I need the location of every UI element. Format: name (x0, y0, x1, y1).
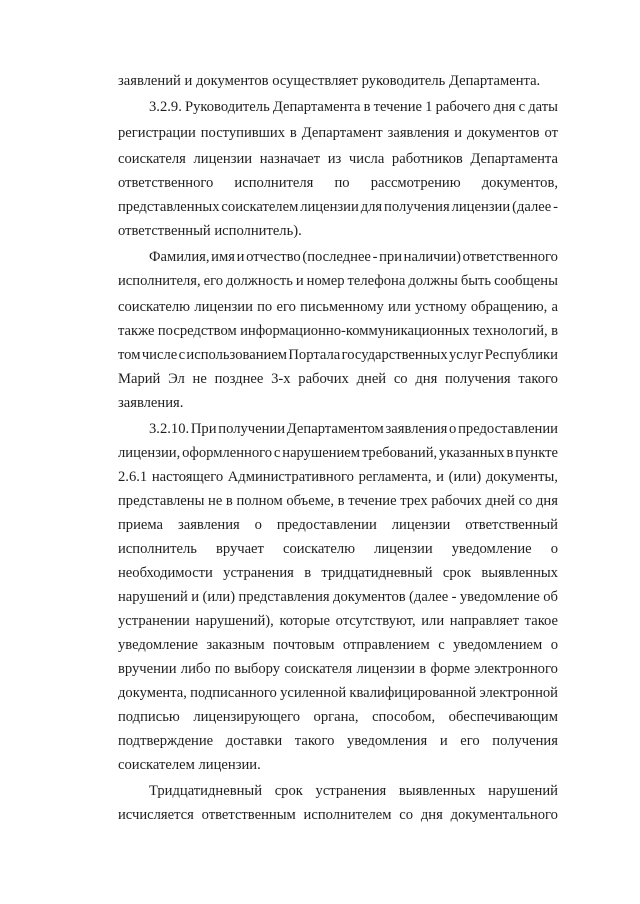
word: заявления (385, 421, 448, 437)
word: либо (180, 661, 211, 677)
text-line-14: заявления. (118, 395, 184, 411)
text-line-20 (118, 540, 558, 558)
word: уведомления (347, 733, 428, 749)
word: тридцатидневный (321, 565, 433, 581)
word: объеме, (286, 493, 335, 509)
word: документов (466, 125, 540, 141)
word: не (208, 493, 223, 509)
word: подписью (118, 709, 180, 725)
word: выбору (234, 661, 281, 677)
word: использованием (186, 347, 288, 363)
word: лицензии (193, 151, 253, 167)
word: соискателя (118, 151, 186, 167)
word: уведомление (118, 637, 198, 653)
word: получении (218, 421, 286, 437)
word: пункте (515, 445, 558, 461)
word: в (551, 323, 558, 339)
word: а (551, 299, 558, 315)
word: уведомление (451, 541, 532, 557)
word: его (203, 273, 223, 289)
word: (или) (448, 469, 482, 485)
word: выявленных (398, 783, 476, 799)
text-line-9 (118, 272, 558, 290)
text-line-12 (118, 346, 558, 364)
text-line-6 (118, 198, 558, 216)
word: уведомление (459, 589, 540, 605)
word: нарушением (282, 445, 361, 461)
word: 3.2.9. (149, 99, 182, 115)
text-line-11 (118, 322, 558, 340)
word: Департаментом (286, 421, 384, 437)
word: в (419, 661, 427, 677)
word: выявленных (481, 565, 558, 581)
word: или (387, 299, 411, 315)
word: из (327, 151, 342, 167)
word: уведомлением (453, 637, 543, 653)
word: лицензирующего (193, 709, 301, 725)
word: со (518, 493, 533, 509)
word: должность (225, 273, 293, 289)
word: его (276, 299, 296, 315)
word: предоставлении (458, 421, 558, 437)
word: лицензии (374, 541, 433, 557)
word: (далее (409, 589, 449, 605)
text-line-28 (118, 732, 558, 750)
word: рассмотрению (370, 175, 461, 191)
word: документы, (485, 469, 558, 485)
word: и (295, 273, 304, 289)
word: 3-х (271, 371, 291, 387)
word: рабочих (431, 493, 482, 509)
word: в (304, 565, 312, 581)
word: регламента, (358, 469, 432, 485)
word: документа, (118, 685, 187, 701)
text-line-19 (118, 516, 558, 534)
word: с (178, 347, 186, 363)
word: ответственного (462, 249, 558, 265)
word: с (518, 99, 526, 115)
word: дня (493, 99, 516, 115)
word: - (372, 249, 378, 265)
word: работников (391, 151, 463, 167)
word: и (454, 125, 463, 141)
word: усиленной (280, 685, 347, 701)
word: электронной (479, 685, 558, 701)
word: рабочего (435, 99, 491, 115)
word: Фамилия, (149, 249, 210, 265)
word: 2.6.1 (118, 469, 148, 485)
word: требований, (361, 445, 438, 461)
word: быть (460, 273, 492, 289)
word: соискателю (282, 541, 356, 557)
word: устному (415, 299, 467, 315)
word: со (399, 807, 414, 823)
word: обращению, (470, 299, 548, 315)
word: заявления (177, 517, 240, 533)
text-line-30 (149, 782, 558, 800)
word: ответственным (201, 807, 296, 823)
word: исполнитель (118, 541, 197, 557)
word: позднее (214, 371, 264, 387)
word: должны (408, 273, 458, 289)
word: Департамента (272, 99, 361, 115)
text-line-27 (118, 708, 558, 726)
word: сообщены (494, 273, 558, 289)
word: заказным (206, 637, 265, 653)
text-line-18 (118, 492, 558, 510)
text-line-24 (118, 636, 558, 654)
text-line-5 (118, 174, 558, 192)
word: Республики (484, 347, 558, 363)
word: посредством (157, 323, 237, 339)
word: устранения (223, 565, 294, 581)
word: срок (274, 783, 303, 799)
word: Эл (168, 371, 185, 387)
word: наличии) (403, 249, 461, 265)
word: Марий (118, 371, 161, 387)
word: такое (524, 613, 558, 629)
word: (последнее (302, 249, 371, 265)
text-line-2 (149, 98, 558, 116)
word: в (337, 493, 345, 509)
word: форме (430, 661, 470, 677)
word: или (421, 613, 445, 629)
text-line-15 (149, 420, 558, 438)
word: лицензии (451, 199, 511, 215)
word: устранения (315, 783, 387, 799)
word: 3.2.10. (149, 421, 190, 437)
word: такого (518, 371, 558, 387)
text-line-8 (149, 248, 558, 266)
word: письменному (300, 299, 384, 315)
word: информационно-коммуникационных (240, 323, 470, 339)
word: приема (118, 517, 164, 533)
word: ответственного (118, 175, 214, 191)
word: соискателем (221, 199, 299, 215)
word: предоставлении (276, 517, 377, 533)
word: номер (306, 273, 345, 289)
word: документального (450, 807, 558, 823)
word: направляет (449, 613, 520, 629)
word: в (506, 445, 514, 461)
word: получения (445, 371, 511, 387)
word: устранении (118, 613, 190, 629)
word: в (363, 99, 371, 115)
word: исполнителем (303, 807, 392, 823)
word: представления (238, 589, 330, 605)
word: имя (211, 249, 235, 265)
word: 1 (425, 99, 433, 115)
text-line-25 (118, 660, 558, 678)
word: и (191, 589, 200, 605)
text-line-7: ответственный исполнитель). (118, 223, 302, 239)
word: числа (348, 151, 385, 167)
word: ответственный (465, 517, 558, 533)
word: исполнителя, (118, 273, 201, 289)
word: нарушений (488, 783, 558, 799)
text-line-17 (118, 468, 558, 486)
word: в (289, 125, 297, 141)
word: отчество (246, 249, 301, 265)
word: вручении (118, 661, 177, 677)
word: органа, (313, 709, 359, 725)
word: квалифицированной (349, 685, 477, 701)
word: о (550, 541, 558, 557)
text-line-29: соискателем лицензии. (118, 757, 261, 773)
word: о (449, 421, 457, 437)
word: оформленного (182, 445, 273, 461)
word: получения (492, 733, 558, 749)
word: Департамент (301, 125, 383, 141)
word: нарушений (118, 589, 188, 605)
word: услуг (449, 347, 484, 363)
word: дня (415, 371, 438, 387)
text-line-10 (118, 298, 558, 316)
word: Портала (288, 347, 341, 363)
word: нарушений), (195, 613, 274, 629)
word: подписанного (190, 685, 277, 701)
word: не (192, 371, 207, 387)
word: том (118, 347, 141, 363)
word: способом, (372, 709, 436, 725)
text-line-16 (118, 444, 558, 462)
word: и (236, 249, 245, 265)
word: даты (528, 99, 558, 115)
word: об (543, 589, 558, 605)
word: вручает (215, 541, 264, 557)
text-line-26 (118, 684, 558, 702)
word: дней (356, 371, 387, 387)
word: технологий, (472, 323, 548, 339)
word: указанных (439, 445, 505, 461)
word: Руководитель (184, 99, 270, 115)
word: отсутствуют, (335, 613, 416, 629)
word: его (460, 733, 480, 749)
word: по (257, 299, 273, 315)
word: при (379, 249, 403, 265)
word: лицензии (391, 517, 451, 533)
word: полном (236, 493, 283, 509)
word: дня (535, 493, 558, 509)
word: срок (442, 565, 472, 581)
word: почтовым (273, 637, 335, 653)
word: представленных (118, 199, 220, 215)
word: регистрации (118, 125, 196, 141)
text-line-21 (118, 564, 558, 582)
word: настоящего (151, 469, 224, 485)
word: необходимости (118, 565, 213, 581)
word: в (225, 493, 233, 509)
text-line-23 (118, 612, 558, 630)
word: лицензии (356, 661, 416, 677)
word: по (334, 175, 350, 191)
word: (или) (202, 589, 236, 605)
word: с (438, 637, 445, 653)
word: назначает (259, 151, 321, 167)
text-line-1: заявлений и документов осуществляет руководитель Департамента. (118, 73, 541, 89)
word: соискателя (284, 661, 353, 677)
text-line-22 (118, 588, 558, 606)
word: дня (420, 807, 443, 823)
word: и (436, 469, 444, 485)
word: по (214, 661, 230, 677)
text-line-3 (118, 124, 558, 142)
word: течение (348, 493, 397, 509)
word: лицензии (194, 299, 253, 315)
word: соискателю (118, 299, 191, 315)
word: рабочих (298, 371, 349, 387)
word: для (360, 199, 383, 215)
word: также (118, 323, 155, 339)
word: трех (400, 493, 428, 509)
word: (далее (512, 199, 552, 215)
word: лицензии (300, 199, 359, 215)
word: со (393, 371, 408, 387)
word: электронного (474, 661, 558, 677)
word: которые (279, 613, 330, 629)
word: подтверждение (118, 733, 214, 749)
word: течение (373, 99, 423, 115)
word: исчисляется (118, 807, 194, 823)
text-line-13 (118, 370, 558, 388)
word: поступивших (200, 125, 286, 141)
word: телефона (347, 273, 406, 289)
word: - (451, 589, 457, 605)
word: отправлением (342, 637, 430, 653)
word: о (550, 637, 558, 653)
text-line-31 (118, 806, 558, 824)
word: Тридцатидневный (149, 783, 263, 799)
word: Административного (227, 469, 354, 485)
word: документов (333, 589, 406, 605)
word: и (439, 733, 448, 749)
word: исполнителя (234, 175, 314, 191)
word: дней (485, 493, 515, 509)
text-line-4 (118, 150, 558, 168)
word: о (254, 517, 262, 533)
word: с (273, 445, 281, 461)
word: представлены (118, 493, 205, 509)
word: от (544, 125, 558, 141)
word: заявления (387, 125, 450, 141)
word: Департамента (470, 151, 558, 167)
word: числе (141, 347, 178, 363)
word: доставки (225, 733, 283, 749)
word: лицензии, (118, 445, 181, 461)
word: документов, (481, 175, 558, 191)
word: такого (294, 733, 335, 749)
word: получения (384, 199, 450, 215)
word: государственных (341, 347, 448, 363)
word: При (190, 421, 217, 437)
word: - (553, 199, 558, 215)
word: обеспечивающим (448, 709, 558, 725)
